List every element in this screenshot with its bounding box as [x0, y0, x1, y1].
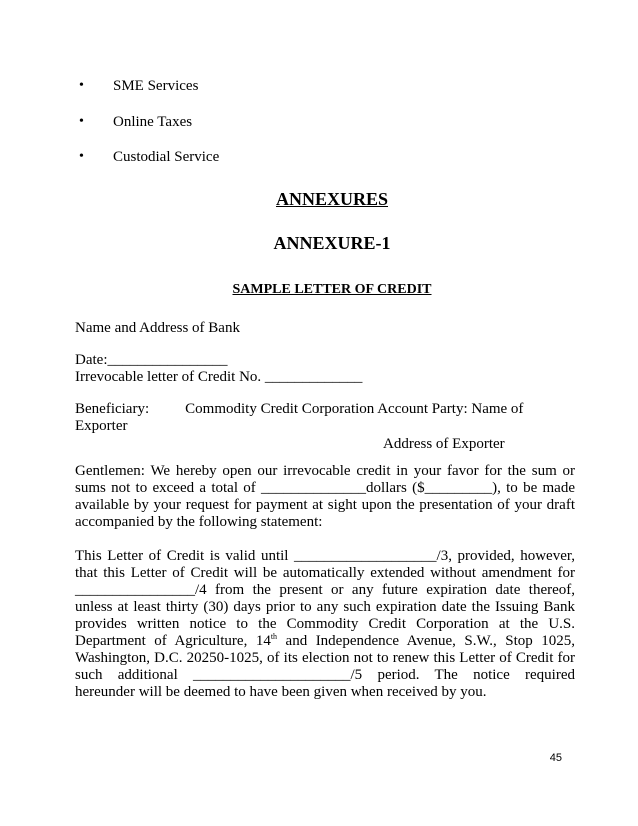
exporter-address: Address of Exporter	[383, 436, 505, 452]
sample-letter-title	[0, 282, 638, 298]
ordinal-superscript: th	[270, 632, 278, 641]
bullet-item-online-taxes: Online Taxes	[113, 114, 193, 130]
bullet-item-custodial-service: Custodial Service	[113, 149, 220, 165]
annexures-heading-text: ANNEXURES	[275, 189, 389, 209]
date-line: Date:________________	[75, 352, 228, 368]
bullet-icon: •	[79, 114, 84, 129]
beneficiary-block	[75, 401, 575, 453]
paragraph-line: hereunder will be deemed to have been given when received by you.	[75, 684, 487, 700]
bullet-icon: •	[79, 78, 84, 93]
paragraph-line: provides written notice to the Commodity Credit Corporation at the U.S.	[75, 616, 575, 632]
paragraph-line: available by your request for payment at sight upon the presentation of your draft	[75, 497, 575, 513]
gentlemen-paragraph	[75, 463, 575, 531]
paragraph-line: that this Letter of Credit will be automatically extended without amendment for	[75, 565, 575, 581]
annexure-1-heading: ANNEXURE-1	[273, 233, 391, 253]
beneficiary-text: Commodity Credit Corporation Account Party: Name of	[185, 401, 524, 417]
bank-name-address: Name and Address of Bank	[75, 320, 240, 336]
paragraph-line	[75, 633, 575, 650]
paragraph-line: Gentlemen: We hereby open our irrevocable credit in your favor for the sum or	[75, 463, 575, 479]
validity-paragraph	[75, 548, 575, 701]
paragraph-line: such additional _____________________/5 period. The notice required	[75, 667, 575, 683]
annexures-heading	[0, 189, 638, 210]
paragraph-line: unless at least thirty (30) days prior to any such expiration date the Issuing Bank	[75, 599, 575, 615]
bullet-icon: •	[79, 149, 84, 164]
paragraph-line: Washington, D.C. 20250-1025, of its election not to renew this Letter of Credit for	[75, 650, 575, 666]
paragraph-line: ________________/4 from the present or any future expiration date thereof,	[75, 582, 575, 598]
sample-letter-title-text: SAMPLE LETTER OF CREDIT	[232, 282, 432, 297]
irrevocable-credit-number: Irrevocable letter of Credit No. _____________	[75, 369, 363, 385]
beneficiary-row	[75, 401, 575, 418]
paragraph-line: This Letter of Credit is valid until ___________________/3, provided, however,	[75, 548, 575, 564]
bullet-item-sme-services: SME Services	[113, 78, 199, 94]
paragraph-line: sums not to exceed a total of ______________dollars ($_________), to be made	[75, 480, 575, 496]
page-number: 45	[549, 752, 562, 764]
beneficiary-label: Beneficiary:	[75, 401, 150, 417]
beneficiary-continuation: Exporter	[75, 418, 128, 434]
dept-line-before: Department of Agriculture, 14	[75, 633, 271, 649]
dept-line-after: and Independence Avenue, S.W., Stop 1025,	[277, 633, 575, 649]
paragraph-line: accompanied by the following statement:	[75, 514, 323, 530]
